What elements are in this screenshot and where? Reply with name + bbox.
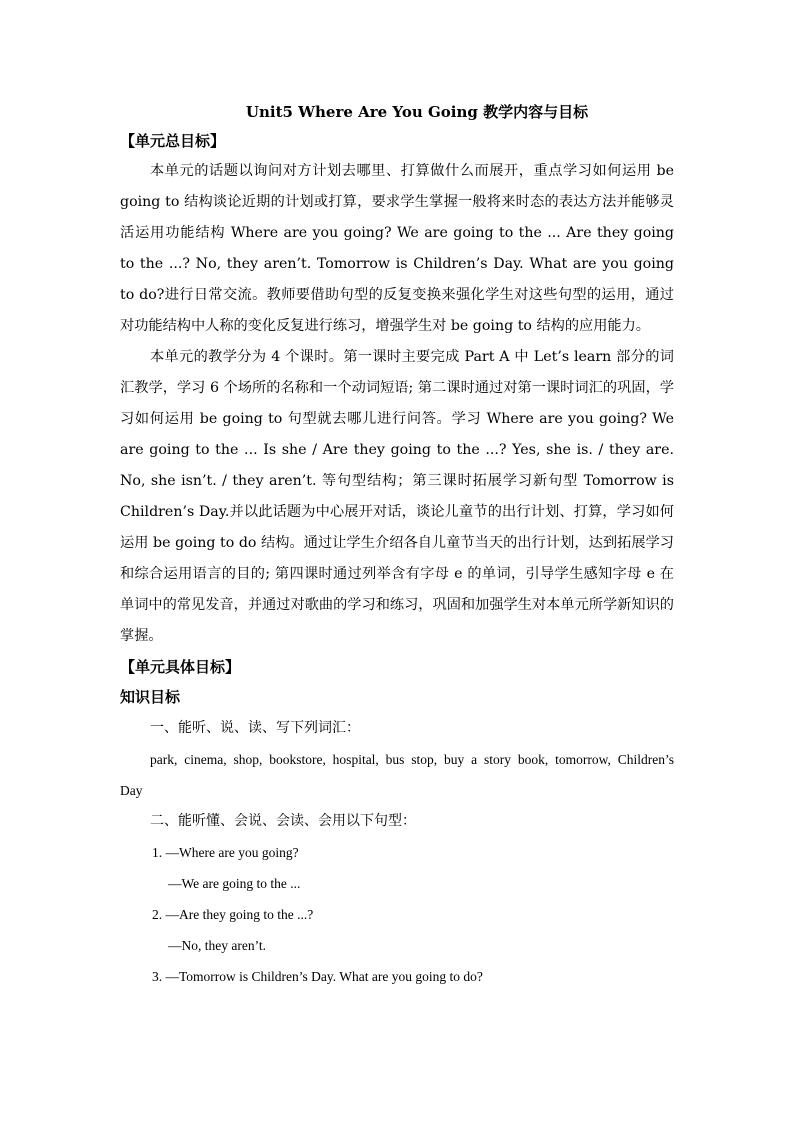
sentence-line: —We are going to the ...: [168, 876, 301, 891]
document-page: [120, 98, 674, 992]
sentence-line: —No, they aren’t.: [168, 938, 266, 953]
vocab-list: park, cinema, shop, bookstore, hospital, bus stop, buy a story book, tomorrow, Children’s Day: [120, 752, 674, 798]
knowledge-goal-heading: 知识目标: [120, 688, 181, 706]
sentence-line: 3. —Tomorrow is Children’s Day. What are you going to do?: [152, 969, 483, 984]
overall-goal-paragraph-2: 本单元的教学分为 4 个课时。第一课时主要完成 Part A 中 Let’s learn 部分的词汇教学，学习 6 个场所的名称和一个动词短语; 第二课时通过对第一课时词汇的巩固，学习如何运用 be going to 句型就去哪儿进行问答。学习 Where are you going? We are going to the ... Is she / Are they going to the ...? Yes, she is. / they are. No, she isn’t. / they aren’t. 等句型结构；第三课时拓展学习新句型 Tomorrow is Children’s Day.并以此话题为中心展开对话，谈论儿童节的出行计划、打算，学习如何运用 be going to do 结构。通过让学生介绍各自儿童节当天的出行计划，达到拓展学习和综合运用语言的目的; 第四课时通过列举含有字母 e 的单词，引导学生感知字母 e 在单词中的常见发音，并通过对歌曲的学习和练习，巩固和加强学生对本单元所学新知识的掌握。: [120, 349, 674, 644]
sentence-line: 2. —Are they going to the ...?: [152, 907, 314, 922]
overall-goal-heading: 【单元总目标】: [120, 132, 226, 150]
vocab-item-heading: 一、能听、说、读、写下列词汇：: [150, 720, 360, 736]
overall-goal-paragraph-1: 本单元的话题以询问对方计划去哪里、打算做什么而展开，重点学习如何运用 be going to 结构谈论近期的计划或打算，要求学生掌握一般将来时态的表达方法并能够灵活运用功能结构 Where are you going? We are going to the ... Are they going to the ...? No, they aren’t. Tomorrow is Children’s Day. What are you going to do?进行日常交流。教师要借助句型的反复变换来强化学生对这些句型的运用，通过对功能结构中人称的变化反复进行练习，增强学生对 be going to 结构的应用能力。: [120, 163, 674, 334]
document-title: Unit5 Where Are You Going 教学内容与目标: [245, 103, 589, 121]
specific-goal-heading: 【单元具体目标】: [120, 658, 241, 676]
sentence-item-heading: 二、能听懂、会说、会读、会用以下句型：: [150, 813, 416, 829]
sentence-line: 1. —Where are you going?: [152, 845, 299, 860]
